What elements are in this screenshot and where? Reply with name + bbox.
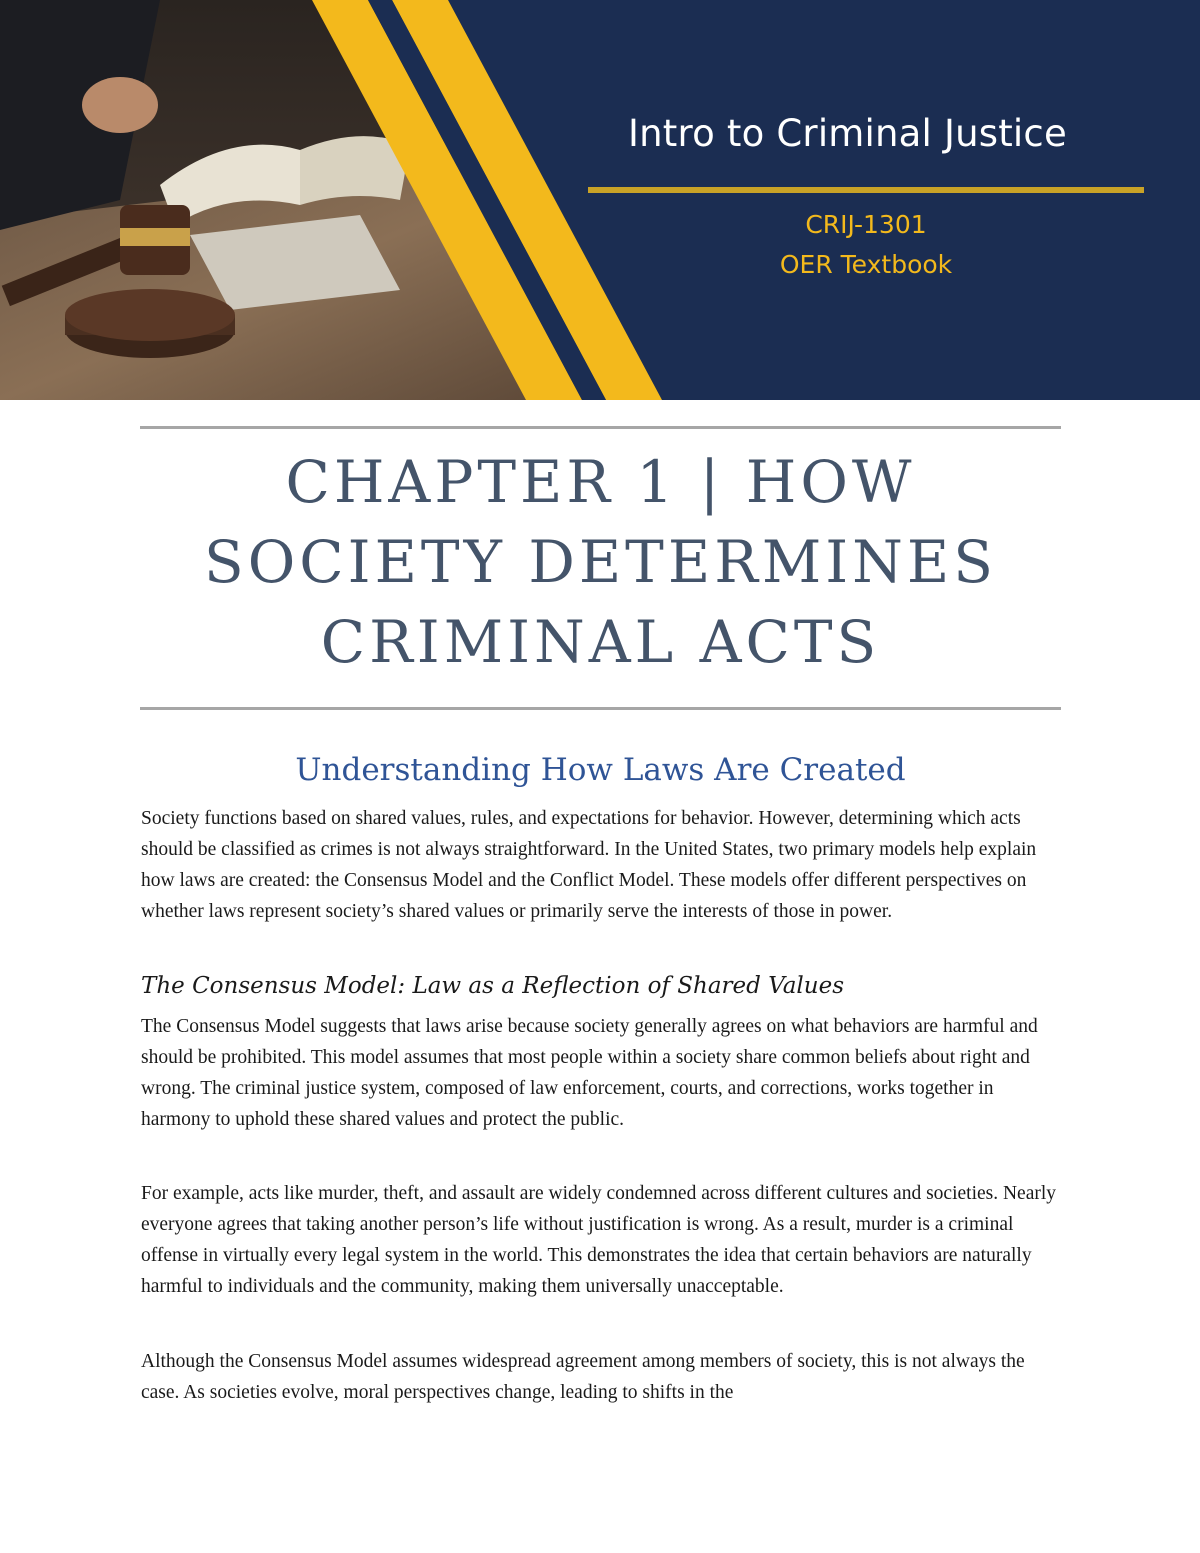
banner-title: Intro to Criminal Justice	[628, 112, 1067, 155]
hand	[82, 77, 158, 133]
subsection-heading: The Consensus Model: Law as a Reflection of Shared Values	[141, 973, 844, 999]
body-paragraph: Although the Consensus Model assumes widespread agreement among members of society, this is not always the case. As societies evolve, moral perspectives change, leading to shifts in the	[141, 1351, 1025, 1403]
body-paragraph: The Consensus Model suggests that laws arise because society generally agrees on what behaviors are harmful and should be prohibited. This model assumes that most people within a society share common beliefs about right and wrong. The criminal justice system, composed of law enforcement, courts, and corrections, works together in harmony to uphold these shared values and protect the public.	[141, 1016, 1038, 1130]
section-heading: Understanding How Laws Are Created	[295, 752, 906, 788]
course-code: CRIJ-1301	[805, 210, 927, 239]
banner-artwork	[0, 0, 1200, 400]
body-paragraph: For example, acts like murder, theft, and assault are widely condemned across different cultures and societies. Nearly everyone agrees that taking another person’s life without justification is wrong. As a result, murder is a criminal offense in virtually every legal system in the world. This demonstrates the idea that certain behaviors are naturally harmful to individuals and the community, making them universally unacceptable.	[141, 1183, 1057, 1297]
chapter-title: CHAPTER 1 | HOW SOCIETY DETERMINES CRIMINAL ACTS	[204, 448, 997, 676]
chapter-rule-bottom	[140, 707, 1061, 710]
resource-type: OER Textbook	[779, 250, 953, 279]
gavel-band	[120, 228, 190, 246]
chapter-rule-top	[140, 426, 1061, 429]
cover-banner	[0, 0, 1200, 400]
banner-rule	[588, 187, 1144, 193]
intro-paragraph: Society functions based on shared values, rules, and expectations for behavior. However, determining which acts should be classified as crimes is not always straightforward. In the United States, two primary models help explain how laws are created: the Consensus Model and the Conflict Model. These models offer different perspectives on whether laws represent society’s shared values or primarily serve the interests of those in power.	[141, 808, 1037, 922]
